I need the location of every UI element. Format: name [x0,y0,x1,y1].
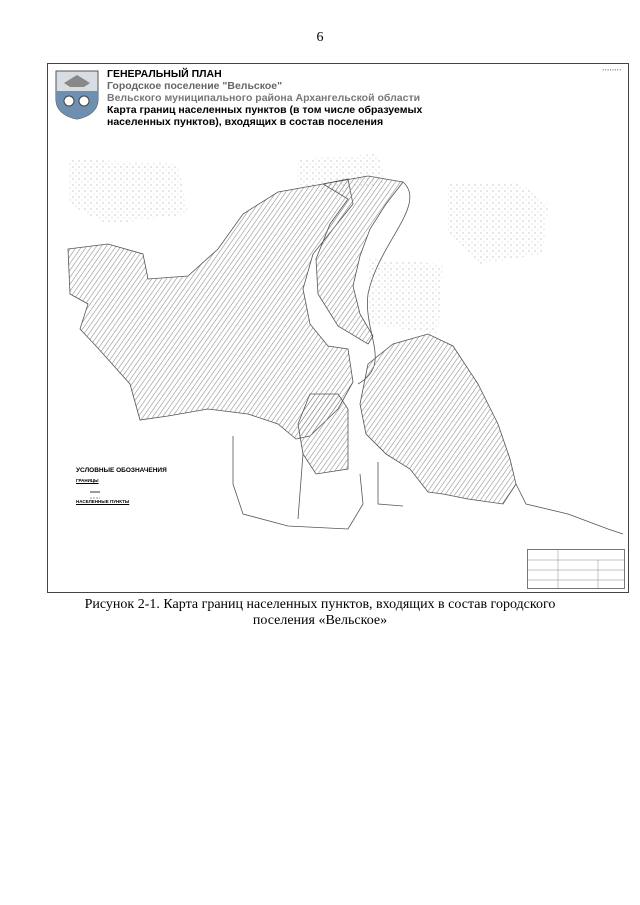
drawing-title-stamp [527,549,625,589]
caption-line-1: Рисунок 2-1. Карта границ населенных пунктов, входящих в состав городского [84,597,556,612]
map-title-line-2: населенных пунктов), входящих в состав поселения [107,116,384,128]
page-number: 6 [316,30,324,45]
map-title-block [107,68,507,128]
figure-caption [40,597,600,629]
settlement-boundary-map [48,64,628,592]
scattered-area-mid [368,259,443,334]
boundary-south-piece [298,394,348,474]
stamp-grid [528,550,624,588]
map-title-settlement: Городское поселение "Вельское" [107,80,283,92]
caption-line-2: поселения «Вельское» [252,613,388,628]
sheet-stamp-corner: ▪▪▪▪▪▪▪▪ [602,67,622,72]
map-figure [47,63,629,593]
boundary-east-area [360,334,516,504]
map-title-line-1: Карта границ населенных пунктов (в том числе образуемых [107,104,423,116]
scattered-area-west [68,159,188,224]
scattered-area-east [448,182,548,264]
map-legend [76,467,216,504]
map-title-district: Вельского муниципального района Архангельской области [107,92,421,104]
map-title-main: ГЕНЕРАЛЬНЫЙ ПЛАН [107,68,222,80]
legend-section-borders: ГРАНИЦЫ [76,478,99,483]
legend-title: УСЛОВНЫЕ ОБОЗНАЧЕНИЯ [76,467,167,474]
legend-section-settlements: НАСЕЛЕННЫЕ ПУНКТЫ [76,499,130,504]
coat-of-arms-emblem [54,69,100,121]
